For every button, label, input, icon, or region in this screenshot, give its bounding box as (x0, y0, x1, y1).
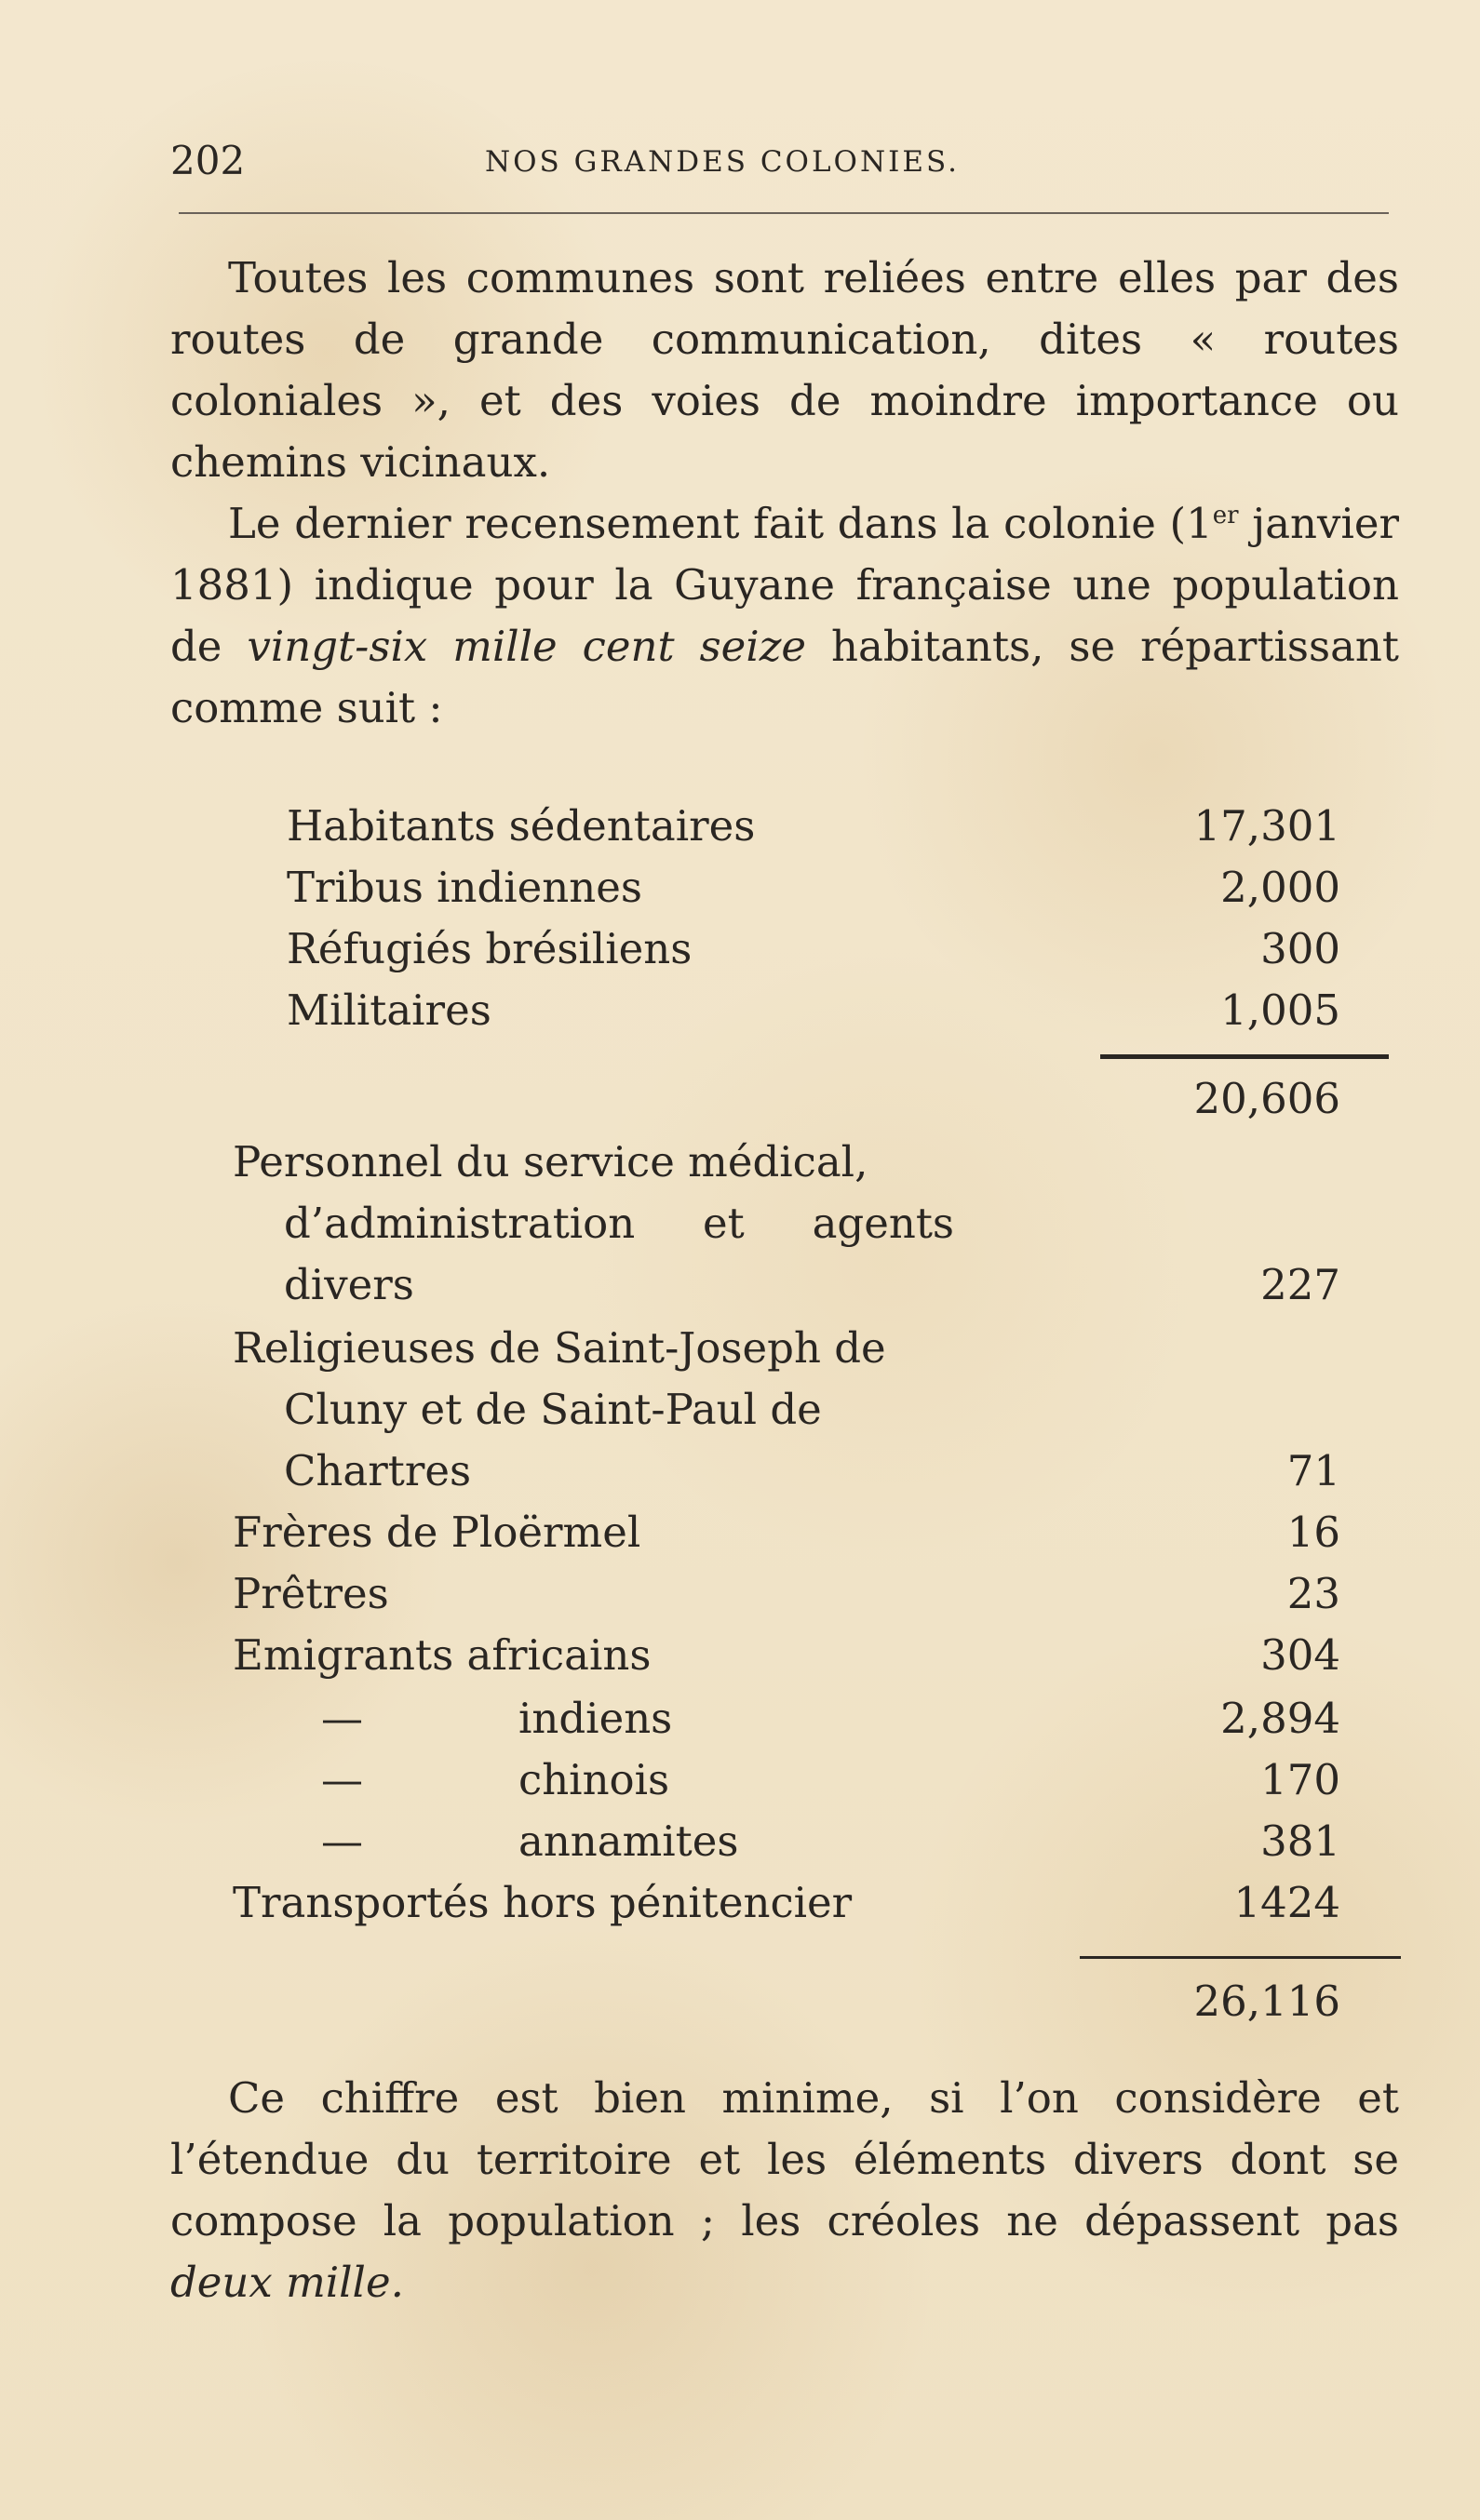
row-label: Personnel du service médical, (233, 1137, 868, 1186)
row-label: Frères de Ploërmel (233, 1508, 641, 1557)
conclusion-italic: deux mille. (170, 2258, 404, 2307)
row-label: divers (284, 1260, 414, 1309)
paragraph-conclusion-text: Ce chiffre est bien minime, si l’on considère et l’étendue du territoire et les éléments divers dont se compose la population ; les créoles ne dépassent pas (170, 2073, 1399, 2245)
ditto-dash: — (321, 1694, 363, 1743)
census-text-2: janvier 1881) indique pour la Guyane française une population de (170, 499, 1399, 671)
row-label: Cluny et de Saint-Paul de (284, 1385, 822, 1434)
row-label: annamites (518, 1816, 739, 1866)
subtotal-row (1100, 1068, 1340, 1130)
row-label: chinois (518, 1755, 670, 1804)
row-value: 23 (1286, 1569, 1340, 1618)
row-label: Religieuses de Saint-Joseph de (233, 1323, 886, 1373)
table-row-continuation (284, 1379, 1340, 1441)
paragraph-conclusion (170, 2068, 1399, 2313)
page-header (170, 138, 1399, 194)
row-value: 2,000 (1220, 863, 1340, 912)
paragraph-conclusion-end (170, 2252, 1399, 2313)
running-title: NOS GRANDES COLONIES. (485, 145, 960, 179)
row-value: 170 (1260, 1755, 1340, 1804)
row-label: Emigrants africains (233, 1630, 652, 1680)
table-row (233, 1502, 1340, 1563)
subtotal-value: 20,606 (1193, 1074, 1340, 1123)
subtotal-rule (1100, 1054, 1389, 1059)
table-row (287, 857, 1340, 918)
row-value: 1,005 (1220, 985, 1340, 1035)
ditto-dash: — (321, 1755, 363, 1804)
paragraph-census (170, 493, 1399, 739)
table-row (287, 980, 1340, 1041)
census-text-1: Le dernier recensement fait dans la colonie (1 (228, 499, 1213, 548)
table-row (233, 1625, 1340, 1686)
page-number: 202 (170, 138, 246, 183)
row-label: Prêtres (233, 1569, 389, 1618)
row-value: 304 (1260, 1630, 1340, 1680)
header-rule (179, 212, 1389, 214)
table-row (233, 1872, 1340, 1934)
row-value: 227 (1260, 1260, 1340, 1309)
table-row (233, 1132, 1340, 1193)
row-label: Réfugiés brésiliens (287, 924, 693, 973)
row-label: Chartres (284, 1446, 472, 1495)
census-superscript: er (1212, 502, 1239, 529)
row-value: 17,301 (1193, 801, 1340, 851)
row-value: 16 (1286, 1508, 1340, 1557)
ditto-dash: — (321, 1816, 363, 1866)
table-row (287, 796, 1340, 857)
row-label: d’administration et agents (284, 1199, 954, 1248)
table-row (284, 1254, 1340, 1316)
table-row (233, 1563, 1340, 1625)
paragraph-roads-text: Toutes les communes sont reliées entre elles par des routes de grande communication, dites « routes coloniales », et des voies de moindre importance ou chemins vicinaux. (170, 253, 1399, 487)
row-value: 381 (1260, 1816, 1340, 1866)
total-rule (1080, 1956, 1401, 1959)
table-row (233, 1318, 1340, 1379)
row-label: indiens (518, 1694, 673, 1743)
census-italic-number: vingt-six mille cent seize (247, 622, 807, 671)
table-row (284, 1441, 1340, 1502)
row-value: 300 (1260, 924, 1340, 973)
row-value: 71 (1286, 1446, 1340, 1495)
row-label: Militaires (287, 985, 491, 1035)
total-row (1080, 1971, 1340, 2032)
table-row (321, 1688, 1340, 1749)
paragraph-roads (170, 248, 1399, 739)
row-label: Tribus indiennes (287, 863, 642, 912)
row-label: Habitants sédentaires (287, 801, 756, 851)
table-row (321, 1811, 1340, 1872)
row-label: Transportés hors pénitencier (233, 1878, 853, 1927)
table-row (287, 918, 1340, 980)
total-value: 26,116 (1193, 1977, 1340, 2026)
row-value: 2,894 (1220, 1694, 1340, 1743)
row-value: 1424 (1233, 1878, 1340, 1927)
table-row (321, 1749, 1340, 1811)
census-text-3: habitants, se répartissant comme suit : (170, 622, 1400, 732)
table-row-continuation (284, 1193, 954, 1254)
